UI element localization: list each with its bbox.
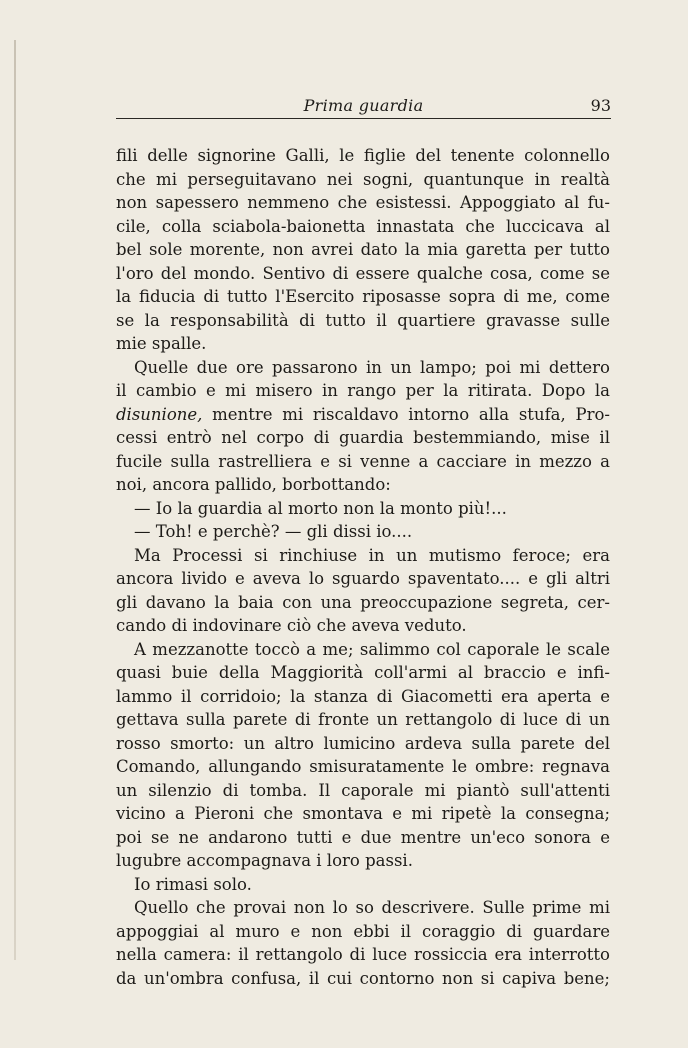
text-line: che mi perseguitavano nei sogni, quantunque in realtà [116, 169, 610, 189]
text-line: fili delle signorine Galli, le figlie del tenente colonnello [116, 146, 610, 165]
text-line: — Io la guardia al morto non la monto più!... [134, 498, 507, 518]
italic-word: disunione, [116, 404, 203, 424]
text-line: Quelle due ore passarono in un lampo; poi mi dettero [134, 357, 610, 377]
text-line: fucile sulla rastrelliera e si venne a cacciare in mezzo a [116, 451, 610, 471]
text-line: lugubre accompagnava i loro passi. [116, 851, 413, 870]
text-line: Io rimasi solo. [134, 874, 252, 894]
text-line: nella camera: il rettangolo di luce rossiccia era interrotto [116, 945, 610, 964]
running-title: Prima guardia [303, 96, 424, 115]
text-line: gettava sulla parete di fronte un rettangolo di luce di un [116, 710, 610, 729]
text-line: Comando, allungando smisuratamente le ombre: regnava [116, 757, 610, 776]
text-line: un silenzio di tomba. Il caporale mi piantò sull'attenti [116, 780, 610, 800]
text-line: la fiducia di tutto l'Esercito riposasse sopra di me, come [116, 287, 610, 306]
page-gutter-line [14, 40, 16, 960]
text-line: appoggiai al muro e non ebbi il coraggio di guardare [116, 921, 610, 941]
text-line: quasi buie della Maggiorità coll'armi al braccio e infi- [116, 663, 610, 682]
text-line: vicino a Pieroni che smontava e mi ripetè la consegna; [116, 804, 610, 823]
text-line: non sapessero nemmeno che esistessi. Appoggiato al fu- [116, 193, 610, 212]
text-line: mie spalle. [116, 334, 207, 353]
text-segment: mentre mi riscaldavo intorno alla stufa, Pro- [202, 404, 610, 424]
page-number: 93 [590, 96, 611, 115]
text-line: Quello che provai non lo so descrivere. Sulle prime mi [134, 898, 610, 917]
text-line: cando di indovinare ciò che aveva veduto. [116, 616, 467, 635]
text-line: da un'ombra confusa, il cui contorno non si capiva bene; [116, 968, 610, 988]
text-line: gli davano la baia con una preoccupazione segreta, cer- [116, 592, 610, 612]
text-line: noi, ancora pallido, borbottando: [116, 475, 391, 494]
text-line: A mezzanotte toccò a me; salimmo col caporale le scale [134, 639, 610, 659]
text-line [116, 403, 610, 427]
text-line: cile, colla sciabola-baionetta innastata che luccicava al [116, 216, 610, 236]
running-header [116, 96, 611, 119]
text-line: il cambio e mi misero in rango per la ritirata. Dopo la [116, 381, 610, 400]
text-line: bel sole morente, non avrei dato la mia garetta per tutto [116, 240, 610, 259]
text-line: Ma Processi si rinchiuse in un mutismo feroce; era [134, 545, 610, 565]
text-line: l'oro del mondo. Sentivo di essere qualche cosa, come se [116, 263, 610, 283]
text-line: — Toh! e perchè? — gli dissi io.... [134, 522, 413, 541]
text-line: se la responsabilità di tutto il quartiere gravasse sulle [116, 310, 610, 330]
text-line: cessi entrò nel corpo di guardia bestemmiando, mise il [116, 428, 610, 447]
text-line: ancora livido e aveva lo sguardo spaventato.... e gli altri [116, 569, 610, 588]
text-line: poi se ne andarono tutti e due mentre un'eco sonora e [116, 827, 610, 847]
text-line: lammo il corridoio; la stanza di Giacometti era aperta e [116, 686, 610, 706]
text-line: rosso smorto: un altro lumicino ardeva sulla parete del [116, 733, 610, 753]
body-text [116, 144, 610, 990]
